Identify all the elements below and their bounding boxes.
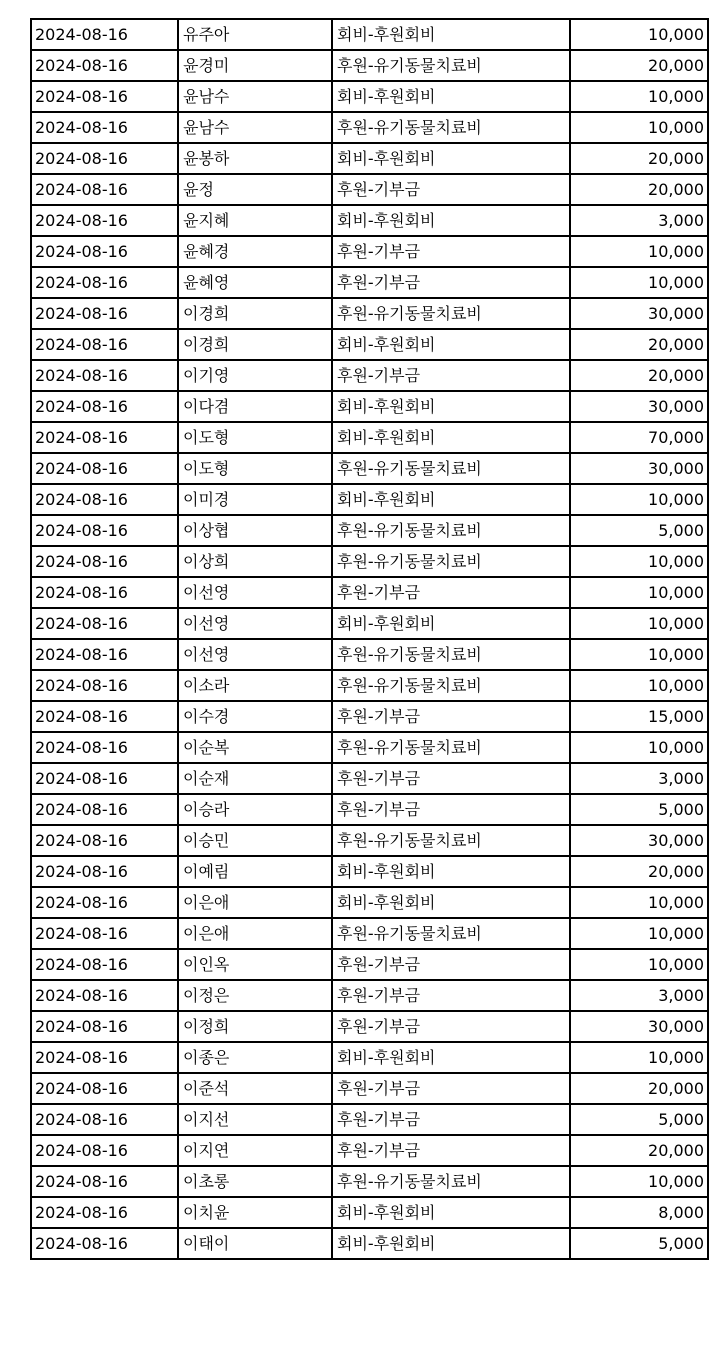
table-row — [31, 639, 708, 670]
name-cell: 이미경 — [178, 484, 332, 515]
name-cell: 이순재 — [178, 763, 332, 794]
date-cell: 2024-08-16 — [31, 298, 178, 329]
date-cell: 2024-08-16 — [31, 453, 178, 484]
name-cell: 이종은 — [178, 1042, 332, 1073]
date-cell: 2024-08-16 — [31, 980, 178, 1011]
date-cell: 2024-08-16 — [31, 577, 178, 608]
name-cell: 이승민 — [178, 825, 332, 856]
table-row — [31, 1166, 708, 1197]
table-row — [31, 949, 708, 980]
amount-cell: 8,000 — [570, 1197, 708, 1228]
table-row — [31, 856, 708, 887]
amount-cell: 15,000 — [570, 701, 708, 732]
amount-cell: 10,000 — [570, 1166, 708, 1197]
date-cell: 2024-08-16 — [31, 50, 178, 81]
table-row — [31, 980, 708, 1011]
date-cell: 2024-08-16 — [31, 1073, 178, 1104]
name-cell: 이경희 — [178, 329, 332, 360]
date-cell: 2024-08-16 — [31, 794, 178, 825]
category-cell: 후원-기부금 — [332, 236, 570, 267]
category-cell: 회비-후원회비 — [332, 143, 570, 174]
date-cell: 2024-08-16 — [31, 484, 178, 515]
date-cell: 2024-08-16 — [31, 19, 178, 50]
category-cell: 회비-후원회비 — [332, 1197, 570, 1228]
date-cell: 2024-08-16 — [31, 608, 178, 639]
name-cell: 이초롱 — [178, 1166, 332, 1197]
date-cell: 2024-08-16 — [31, 1042, 178, 1073]
table-row — [31, 112, 708, 143]
category-cell: 회비-후원회비 — [332, 1042, 570, 1073]
name-cell: 이경희 — [178, 298, 332, 329]
amount-cell: 30,000 — [570, 453, 708, 484]
amount-cell: 20,000 — [570, 1073, 708, 1104]
name-cell: 윤지혜 — [178, 205, 332, 236]
table-row — [31, 1104, 708, 1135]
table-row — [31, 422, 708, 453]
category-cell: 회비-후원회비 — [332, 19, 570, 50]
amount-cell: 10,000 — [570, 236, 708, 267]
amount-cell: 10,000 — [570, 267, 708, 298]
amount-cell: 30,000 — [570, 298, 708, 329]
date-cell: 2024-08-16 — [31, 1135, 178, 1166]
name-cell: 이정희 — [178, 1011, 332, 1042]
amount-cell: 10,000 — [570, 81, 708, 112]
table-row — [31, 732, 708, 763]
donation-table-body — [31, 19, 708, 1259]
table-row — [31, 143, 708, 174]
amount-cell: 10,000 — [570, 19, 708, 50]
category-cell: 회비-후원회비 — [332, 608, 570, 639]
date-cell: 2024-08-16 — [31, 1228, 178, 1259]
category-cell: 후원-기부금 — [332, 1011, 570, 1042]
name-cell: 이도형 — [178, 453, 332, 484]
table-row — [31, 918, 708, 949]
date-cell: 2024-08-16 — [31, 1197, 178, 1228]
date-cell: 2024-08-16 — [31, 1166, 178, 1197]
category-cell: 후원-기부금 — [332, 1135, 570, 1166]
category-cell: 후원-유기동물치료비 — [332, 546, 570, 577]
date-cell: 2024-08-16 — [31, 360, 178, 391]
amount-cell: 10,000 — [570, 732, 708, 763]
table-row — [31, 329, 708, 360]
table-row — [31, 81, 708, 112]
date-cell: 2024-08-16 — [31, 949, 178, 980]
amount-cell: 10,000 — [570, 1042, 708, 1073]
category-cell: 후원-기부금 — [332, 1073, 570, 1104]
category-cell: 회비-후원회비 — [332, 81, 570, 112]
table-row — [31, 515, 708, 546]
amount-cell: 10,000 — [570, 112, 708, 143]
category-cell: 후원-기부금 — [332, 794, 570, 825]
date-cell: 2024-08-16 — [31, 515, 178, 546]
table-row — [31, 174, 708, 205]
table-row — [31, 1073, 708, 1104]
name-cell: 이도형 — [178, 422, 332, 453]
amount-cell: 3,000 — [570, 763, 708, 794]
date-cell: 2024-08-16 — [31, 422, 178, 453]
amount-cell: 20,000 — [570, 1135, 708, 1166]
table-row — [31, 205, 708, 236]
category-cell: 후원-기부금 — [332, 1104, 570, 1135]
amount-cell: 20,000 — [570, 360, 708, 391]
category-cell: 후원-유기동물치료비 — [332, 670, 570, 701]
table-row — [31, 546, 708, 577]
table-row — [31, 577, 708, 608]
name-cell: 이지선 — [178, 1104, 332, 1135]
table-row — [31, 1011, 708, 1042]
name-cell: 이선영 — [178, 608, 332, 639]
date-cell: 2024-08-16 — [31, 81, 178, 112]
name-cell: 이예림 — [178, 856, 332, 887]
amount-cell: 3,000 — [570, 980, 708, 1011]
table-row — [31, 1228, 708, 1259]
date-cell: 2024-08-16 — [31, 1011, 178, 1042]
table-row — [31, 794, 708, 825]
table-row — [31, 19, 708, 50]
category-cell: 후원-유기동물치료비 — [332, 50, 570, 81]
amount-cell: 30,000 — [570, 1011, 708, 1042]
name-cell: 윤경미 — [178, 50, 332, 81]
table-row — [31, 236, 708, 267]
table-row — [31, 267, 708, 298]
date-cell: 2024-08-16 — [31, 670, 178, 701]
name-cell: 이준석 — [178, 1073, 332, 1104]
name-cell: 이기영 — [178, 360, 332, 391]
amount-cell: 10,000 — [570, 918, 708, 949]
date-cell: 2024-08-16 — [31, 205, 178, 236]
category-cell: 후원-기부금 — [332, 174, 570, 205]
category-cell: 회비-후원회비 — [332, 422, 570, 453]
name-cell: 이지연 — [178, 1135, 332, 1166]
category-cell: 후원-기부금 — [332, 980, 570, 1011]
name-cell: 이은애 — [178, 918, 332, 949]
table-row — [31, 608, 708, 639]
amount-cell: 20,000 — [570, 143, 708, 174]
date-cell: 2024-08-16 — [31, 391, 178, 422]
amount-cell: 10,000 — [570, 639, 708, 670]
name-cell: 이태이 — [178, 1228, 332, 1259]
category-cell: 후원-유기동물치료비 — [332, 1166, 570, 1197]
category-cell: 후원-기부금 — [332, 763, 570, 794]
category-cell: 후원-유기동물치료비 — [332, 112, 570, 143]
category-cell: 회비-후원회비 — [332, 329, 570, 360]
date-cell: 2024-08-16 — [31, 856, 178, 887]
name-cell: 윤남수 — [178, 112, 332, 143]
category-cell: 후원-유기동물치료비 — [332, 825, 570, 856]
table-row — [31, 1135, 708, 1166]
category-cell: 후원-유기동물치료비 — [332, 453, 570, 484]
table-row — [31, 391, 708, 422]
table-row — [31, 50, 708, 81]
donation-table — [30, 18, 709, 1260]
date-cell: 2024-08-16 — [31, 887, 178, 918]
amount-cell: 10,000 — [570, 484, 708, 515]
date-cell: 2024-08-16 — [31, 546, 178, 577]
category-cell: 회비-후원회비 — [332, 391, 570, 422]
amount-cell: 10,000 — [570, 546, 708, 577]
name-cell: 이소라 — [178, 670, 332, 701]
category-cell: 후원-유기동물치료비 — [332, 639, 570, 670]
name-cell: 이선영 — [178, 577, 332, 608]
date-cell: 2024-08-16 — [31, 825, 178, 856]
date-cell: 2024-08-16 — [31, 174, 178, 205]
table-row — [31, 1197, 708, 1228]
name-cell: 이수경 — [178, 701, 332, 732]
name-cell: 윤봉하 — [178, 143, 332, 174]
name-cell: 이상협 — [178, 515, 332, 546]
name-cell: 이은애 — [178, 887, 332, 918]
date-cell: 2024-08-16 — [31, 236, 178, 267]
name-cell: 윤혜경 — [178, 236, 332, 267]
name-cell: 이승라 — [178, 794, 332, 825]
date-cell: 2024-08-16 — [31, 701, 178, 732]
date-cell: 2024-08-16 — [31, 639, 178, 670]
category-cell: 회비-후원회비 — [332, 856, 570, 887]
table-row — [31, 360, 708, 391]
category-cell: 후원-유기동물치료비 — [332, 298, 570, 329]
category-cell: 후원-유기동물치료비 — [332, 918, 570, 949]
amount-cell: 10,000 — [570, 608, 708, 639]
name-cell: 유주아 — [178, 19, 332, 50]
amount-cell: 30,000 — [570, 391, 708, 422]
amount-cell: 70,000 — [570, 422, 708, 453]
date-cell: 2024-08-16 — [31, 1104, 178, 1135]
table-row — [31, 825, 708, 856]
table-row — [31, 453, 708, 484]
table-row — [31, 484, 708, 515]
date-cell: 2024-08-16 — [31, 267, 178, 298]
category-cell: 후원-유기동물치료비 — [332, 515, 570, 546]
amount-cell: 30,000 — [570, 825, 708, 856]
amount-cell: 3,000 — [570, 205, 708, 236]
amount-cell: 10,000 — [570, 670, 708, 701]
date-cell: 2024-08-16 — [31, 143, 178, 174]
amount-cell: 10,000 — [570, 887, 708, 918]
category-cell: 후원-유기동물치료비 — [332, 732, 570, 763]
name-cell: 이치윤 — [178, 1197, 332, 1228]
category-cell: 후원-기부금 — [332, 360, 570, 391]
date-cell: 2024-08-16 — [31, 918, 178, 949]
date-cell: 2024-08-16 — [31, 112, 178, 143]
name-cell: 이상희 — [178, 546, 332, 577]
table-row — [31, 887, 708, 918]
category-cell: 후원-기부금 — [332, 267, 570, 298]
name-cell: 이인옥 — [178, 949, 332, 980]
date-cell: 2024-08-16 — [31, 763, 178, 794]
donation-sheet — [30, 18, 709, 1260]
amount-cell: 5,000 — [570, 794, 708, 825]
category-cell: 회비-후원회비 — [332, 1228, 570, 1259]
table-row — [31, 763, 708, 794]
category-cell: 후원-기부금 — [332, 701, 570, 732]
table-row — [31, 1042, 708, 1073]
category-cell: 회비-후원회비 — [332, 484, 570, 515]
amount-cell: 20,000 — [570, 50, 708, 81]
category-cell: 후원-기부금 — [332, 577, 570, 608]
name-cell: 이정은 — [178, 980, 332, 1011]
amount-cell: 10,000 — [570, 577, 708, 608]
name-cell: 윤정 — [178, 174, 332, 205]
amount-cell: 20,000 — [570, 329, 708, 360]
date-cell: 2024-08-16 — [31, 732, 178, 763]
amount-cell: 20,000 — [570, 856, 708, 887]
name-cell: 윤혜영 — [178, 267, 332, 298]
name-cell: 이순복 — [178, 732, 332, 763]
amount-cell: 5,000 — [570, 515, 708, 546]
amount-cell: 5,000 — [570, 1104, 708, 1135]
name-cell: 윤남수 — [178, 81, 332, 112]
category-cell: 후원-기부금 — [332, 949, 570, 980]
category-cell: 회비-후원회비 — [332, 887, 570, 918]
amount-cell: 10,000 — [570, 949, 708, 980]
amount-cell: 20,000 — [570, 174, 708, 205]
table-row — [31, 701, 708, 732]
name-cell: 이선영 — [178, 639, 332, 670]
category-cell: 회비-후원회비 — [332, 205, 570, 236]
date-cell: 2024-08-16 — [31, 329, 178, 360]
name-cell: 이다겸 — [178, 391, 332, 422]
table-row — [31, 298, 708, 329]
table-row — [31, 670, 708, 701]
amount-cell: 5,000 — [570, 1228, 708, 1259]
